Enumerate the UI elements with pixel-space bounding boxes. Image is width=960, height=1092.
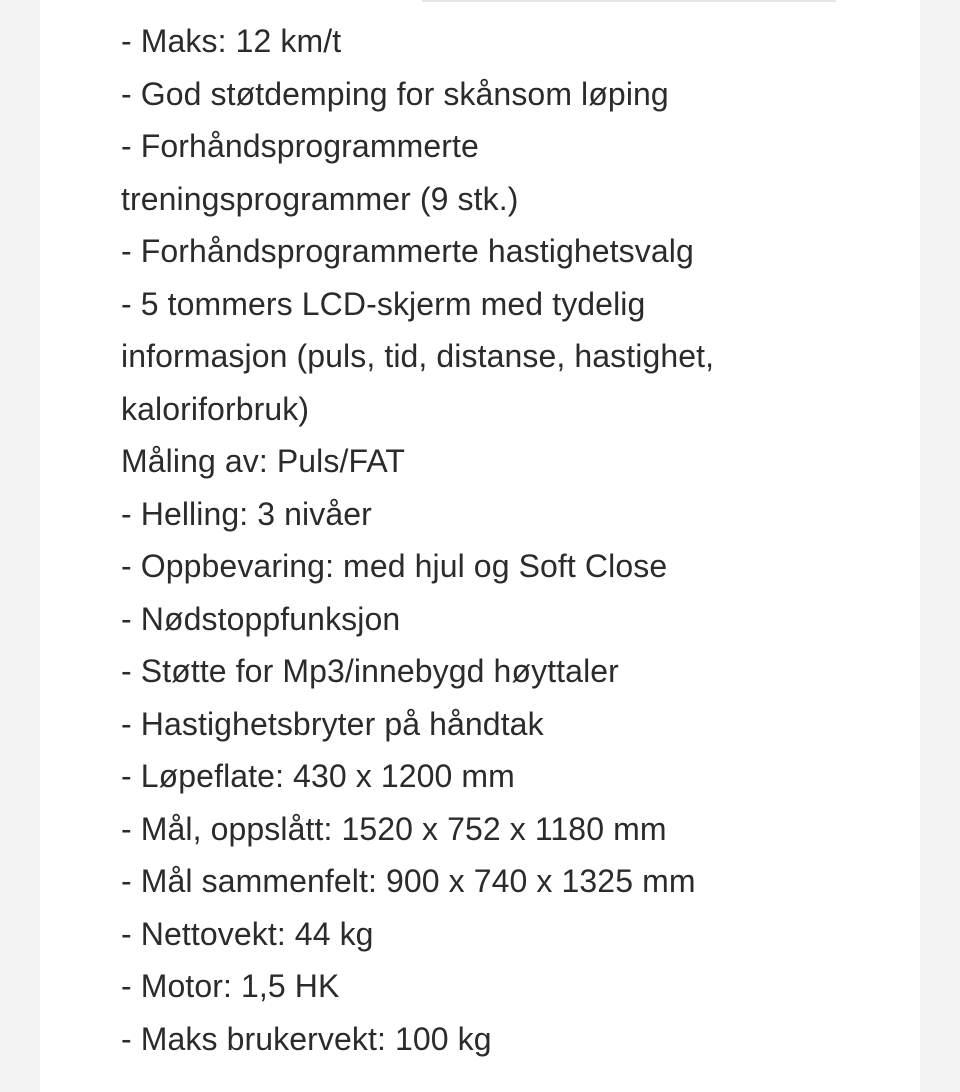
description-line: - Støtte for Mp3/innebygd høyttaler: [121, 653, 619, 689]
description-line: - Løpeflate: 430 x 1200 mm: [121, 758, 515, 794]
description-line: - Mål sammenfelt: 900 x 740 x 1325 mm: [121, 863, 696, 899]
description-line: - Helling: 3 nivåer: [121, 495, 372, 532]
description-text: [121, 15, 821, 1065]
description-line: - God støtdemping for skånsom løping: [121, 75, 669, 112]
description-line: treningsprogrammer (9 stk.): [121, 180, 519, 217]
description-line: - Nødstoppfunksjon: [121, 600, 401, 637]
description-line: kaloriforbruk): [121, 390, 310, 427]
description-line: - Forhåndsprogrammerte hastighetsvalg: [121, 233, 694, 269]
description-line: - Forhåndsprogrammerte: [121, 128, 479, 164]
description-line: - Maks: 12 km/t: [121, 23, 342, 59]
description-line: - Mål, oppslått: 1520 x 752 x 1180 mm: [121, 810, 667, 847]
top-divider: [422, 0, 836, 2]
description-line: - Motor: 1,5 HK: [121, 968, 340, 1004]
description-line: - Maks brukervekt: 100 kg: [121, 1020, 492, 1057]
description-line: informasjon (puls, tid, distanse, hastighet,: [121, 338, 715, 374]
description-line: - 5 tommers LCD-skjerm med tydelig: [121, 285, 646, 322]
description-line: - Nettovekt: 44 kg: [121, 915, 374, 952]
description-line: Måling av: Puls/FAT: [121, 443, 406, 479]
description-line: - Hastighetsbryter på håndtak: [121, 705, 544, 742]
description-line: - Oppbevaring: med hjul og Soft Close: [121, 548, 668, 584]
